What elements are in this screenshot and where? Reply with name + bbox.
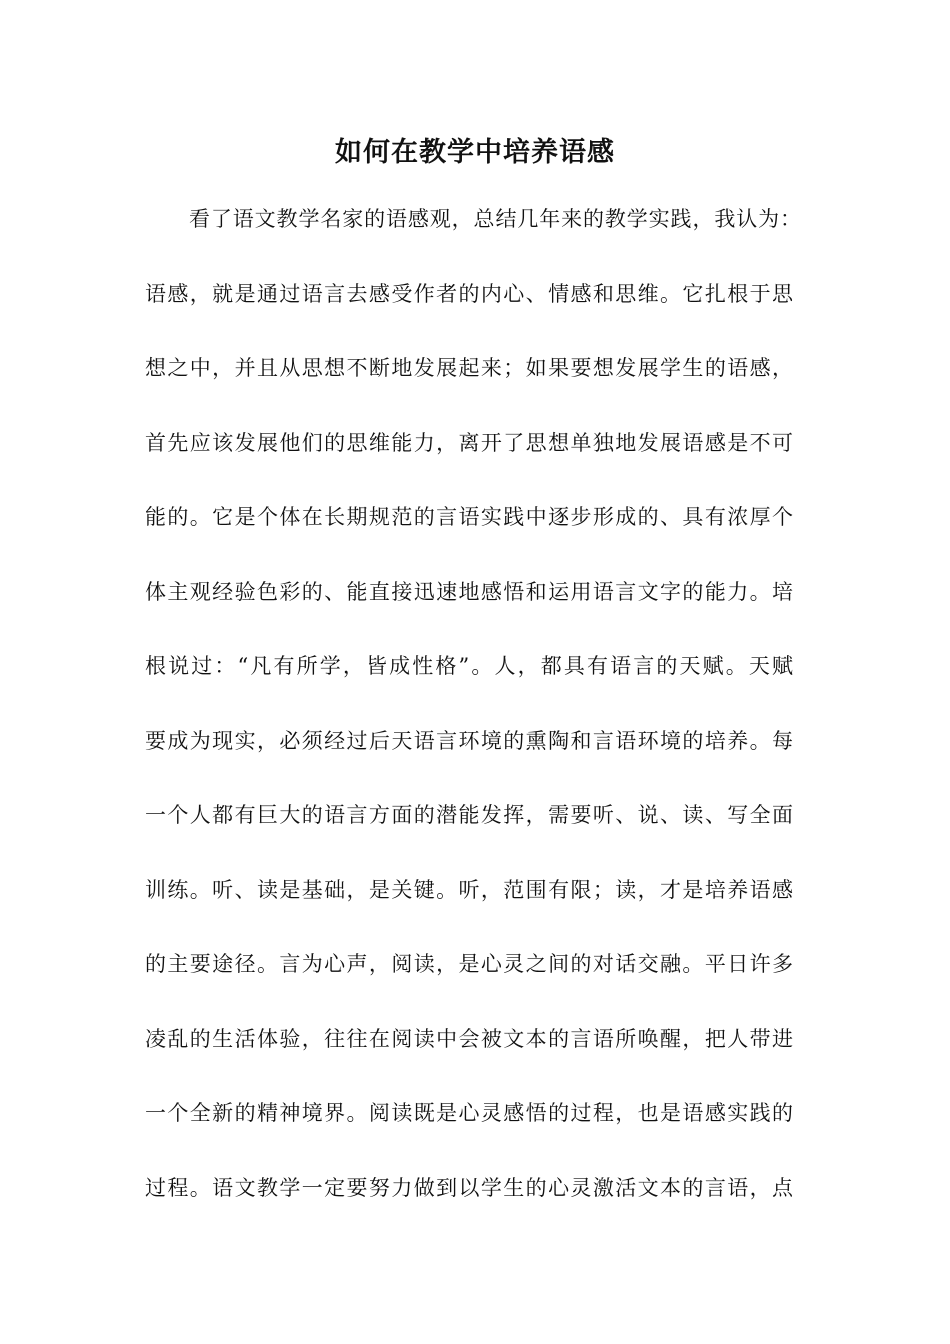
body-line: 看了语文教学名家的语感观，总结几年来的教学实践，我认为：: [189, 207, 801, 231]
body-line: 根说过：“凡有所学，皆成性格”。人，都具有语言的天赋。天赋: [145, 654, 793, 678]
document-body: [145, 202, 805, 1245]
body-line: 过程。语文教学一定要努力做到以学生的心灵激活文本的言语，点: [145, 1175, 793, 1200]
body-line: 想之中，并且从思想不断地发展起来；如果要想发展学生的语感，: [145, 356, 793, 380]
body-line: 要成为现实，必须经过后天语言环境的熏陶和言语环境的培养。每: [145, 728, 793, 753]
body-line: 的主要途径。言为心声，阅读，是心灵之间的对话交融。平日许多: [145, 952, 793, 976]
body-line: 凌乱的生活体验，往往在阅读中会被文本的言语所唤醒，把人带进: [145, 1026, 793, 1051]
body-line: 一个全新的精神境界。阅读既是心灵感悟的过程，也是语感实践的: [145, 1101, 793, 1125]
body-line: 一个人都有巨大的语言方面的潜能发挥，需要听、说、读、写全面: [145, 803, 793, 827]
document-title: 如何在教学中培养语感: [335, 137, 615, 168]
body-line: 首先应该发展他们的思维能力，离开了思想单独地发展语感是不可: [145, 430, 793, 455]
body-line: 训练。听、读是基础，是关键。听，范围有限；读，才是培养语感: [145, 877, 793, 902]
body-line: 语感，就是通过语言去感受作者的内心、情感和思维。它扎根于思: [145, 281, 793, 306]
body-line: 体主观经验色彩的、能直接迅速地感悟和运用语言文字的能力。培: [145, 579, 793, 604]
body-line: 能的。它是个体在长期规范的言语实践中逐步形成的、具有浓厚个: [145, 505, 793, 529]
